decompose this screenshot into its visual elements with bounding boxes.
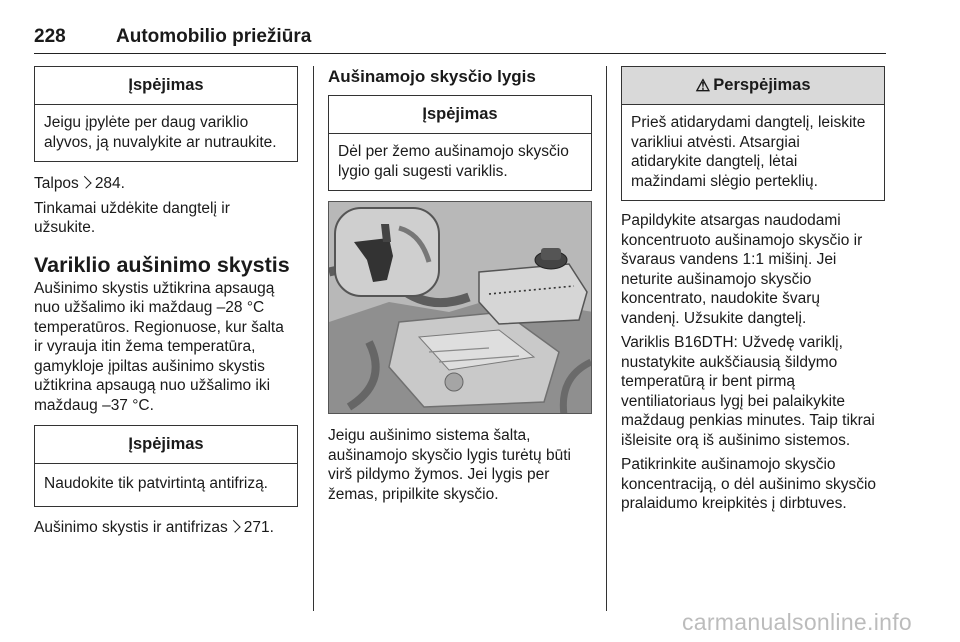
page-number: 228 <box>34 26 66 47</box>
paragraph-cap: Tinkamai uždėkite dangtelį ir užsukite. <box>34 199 230 236</box>
column-2 <box>328 66 592 504</box>
page-reference-link[interactable]: 284. <box>94 175 125 192</box>
column-divider-left <box>313 66 314 611</box>
caution-box <box>621 66 885 201</box>
warning-title: Įspėjimas <box>35 67 297 105</box>
paragraph-refill: Papildykite atsargas naudodami koncentruoto aušinamojo skysčio ir švaraus vandens 1:1 mišinį. Jei neturite aušinamojo skysčio koncentrato, naudokite švarų vandenį. Užsukite dangtelį. <box>621 212 863 327</box>
capacities-reference: Talpos 284. <box>34 175 125 192</box>
page-reference-link[interactable]: 271. <box>243 518 274 536</box>
warning-text: Naudokite tik patvirtintą antifrizą. <box>44 475 268 492</box>
column-3 <box>621 66 885 514</box>
page-header <box>34 26 886 54</box>
running-title: Automobilio priežiūra <box>116 26 312 47</box>
section-title: Variklio aušinimo skystis <box>34 252 290 277</box>
engine-coolant-reservoir-illustration <box>328 201 592 414</box>
subsection-title: Aušinamojo skysčio lygis <box>328 67 536 86</box>
page-reference-icon <box>79 176 92 189</box>
warning-text: Jeigu įpylėte per daug variklio alyvos, ją nuvalykite ar nutraukite. <box>44 114 277 151</box>
warning-box-antifreeze <box>34 425 298 507</box>
warning-title: Įspėjimas <box>35 426 297 464</box>
page-reference-icon <box>228 519 241 532</box>
warning-triangle-icon: ⚠ <box>695 76 711 95</box>
warning-box-oil <box>34 66 298 162</box>
paragraph-b16dth: Variklis B16DTH: Užvedę variklį, nustatykite aukščiausią šildymo temperatūrą ir bent pirmą ventiliatoriaus lygį bei palaikykite maždaug penkias minutes. Taip tikrai išleisite orą iš aušinimo sistemos. <box>621 334 875 449</box>
caution-text: Prieš atidarydami dangtelį, leiskite varikliui atvėsti. Atsargiai atidarykite dangtelį, lėtai mažindami slėgio perteklių. <box>631 114 866 190</box>
column-divider-right <box>606 66 607 611</box>
engine-bay-image <box>329 202 592 414</box>
warning-box-coolant-level <box>328 95 592 191</box>
column-1 <box>34 66 298 537</box>
paragraph-concentration: Patikrinkite aušinamojo skysčio koncentraciją, o dėl aušinimo skysčio pralaidumo kreipkitės į dirbtuves. <box>621 456 877 512</box>
warning-text: Dėl per žemo aušinamojo skysčio lygio gali sugesti variklis. <box>338 143 569 180</box>
antifreeze-reference: Aušinimo skystis ir antifrizas 271. <box>34 518 274 536</box>
caution-title: ⚠ Perspėjimas <box>622 67 884 105</box>
warning-title: Įspėjimas <box>329 96 591 134</box>
paragraph-coolant-info: Aušinimo skystis užtikrina apsaugą nuo užšalimo iki maždaug –28 °C temperatūros. Regionuose, kur šalta ir vyrauja itin žema temperatūra, gamykloje įpiltas aušinimo skystis užtikrina apsaugą nuo užšalimo iki maždaug –37 °C. <box>34 279 284 414</box>
paragraph-coolant-level: Jeigu aušinimo sistema šalta, aušinamojo skysčio lygis turėtų būti virš pildymo žymos. Jei lygis per žemas, pripilkite skysčio. <box>328 427 571 503</box>
watermark: carmanualsonline.info <box>681 609 912 635</box>
